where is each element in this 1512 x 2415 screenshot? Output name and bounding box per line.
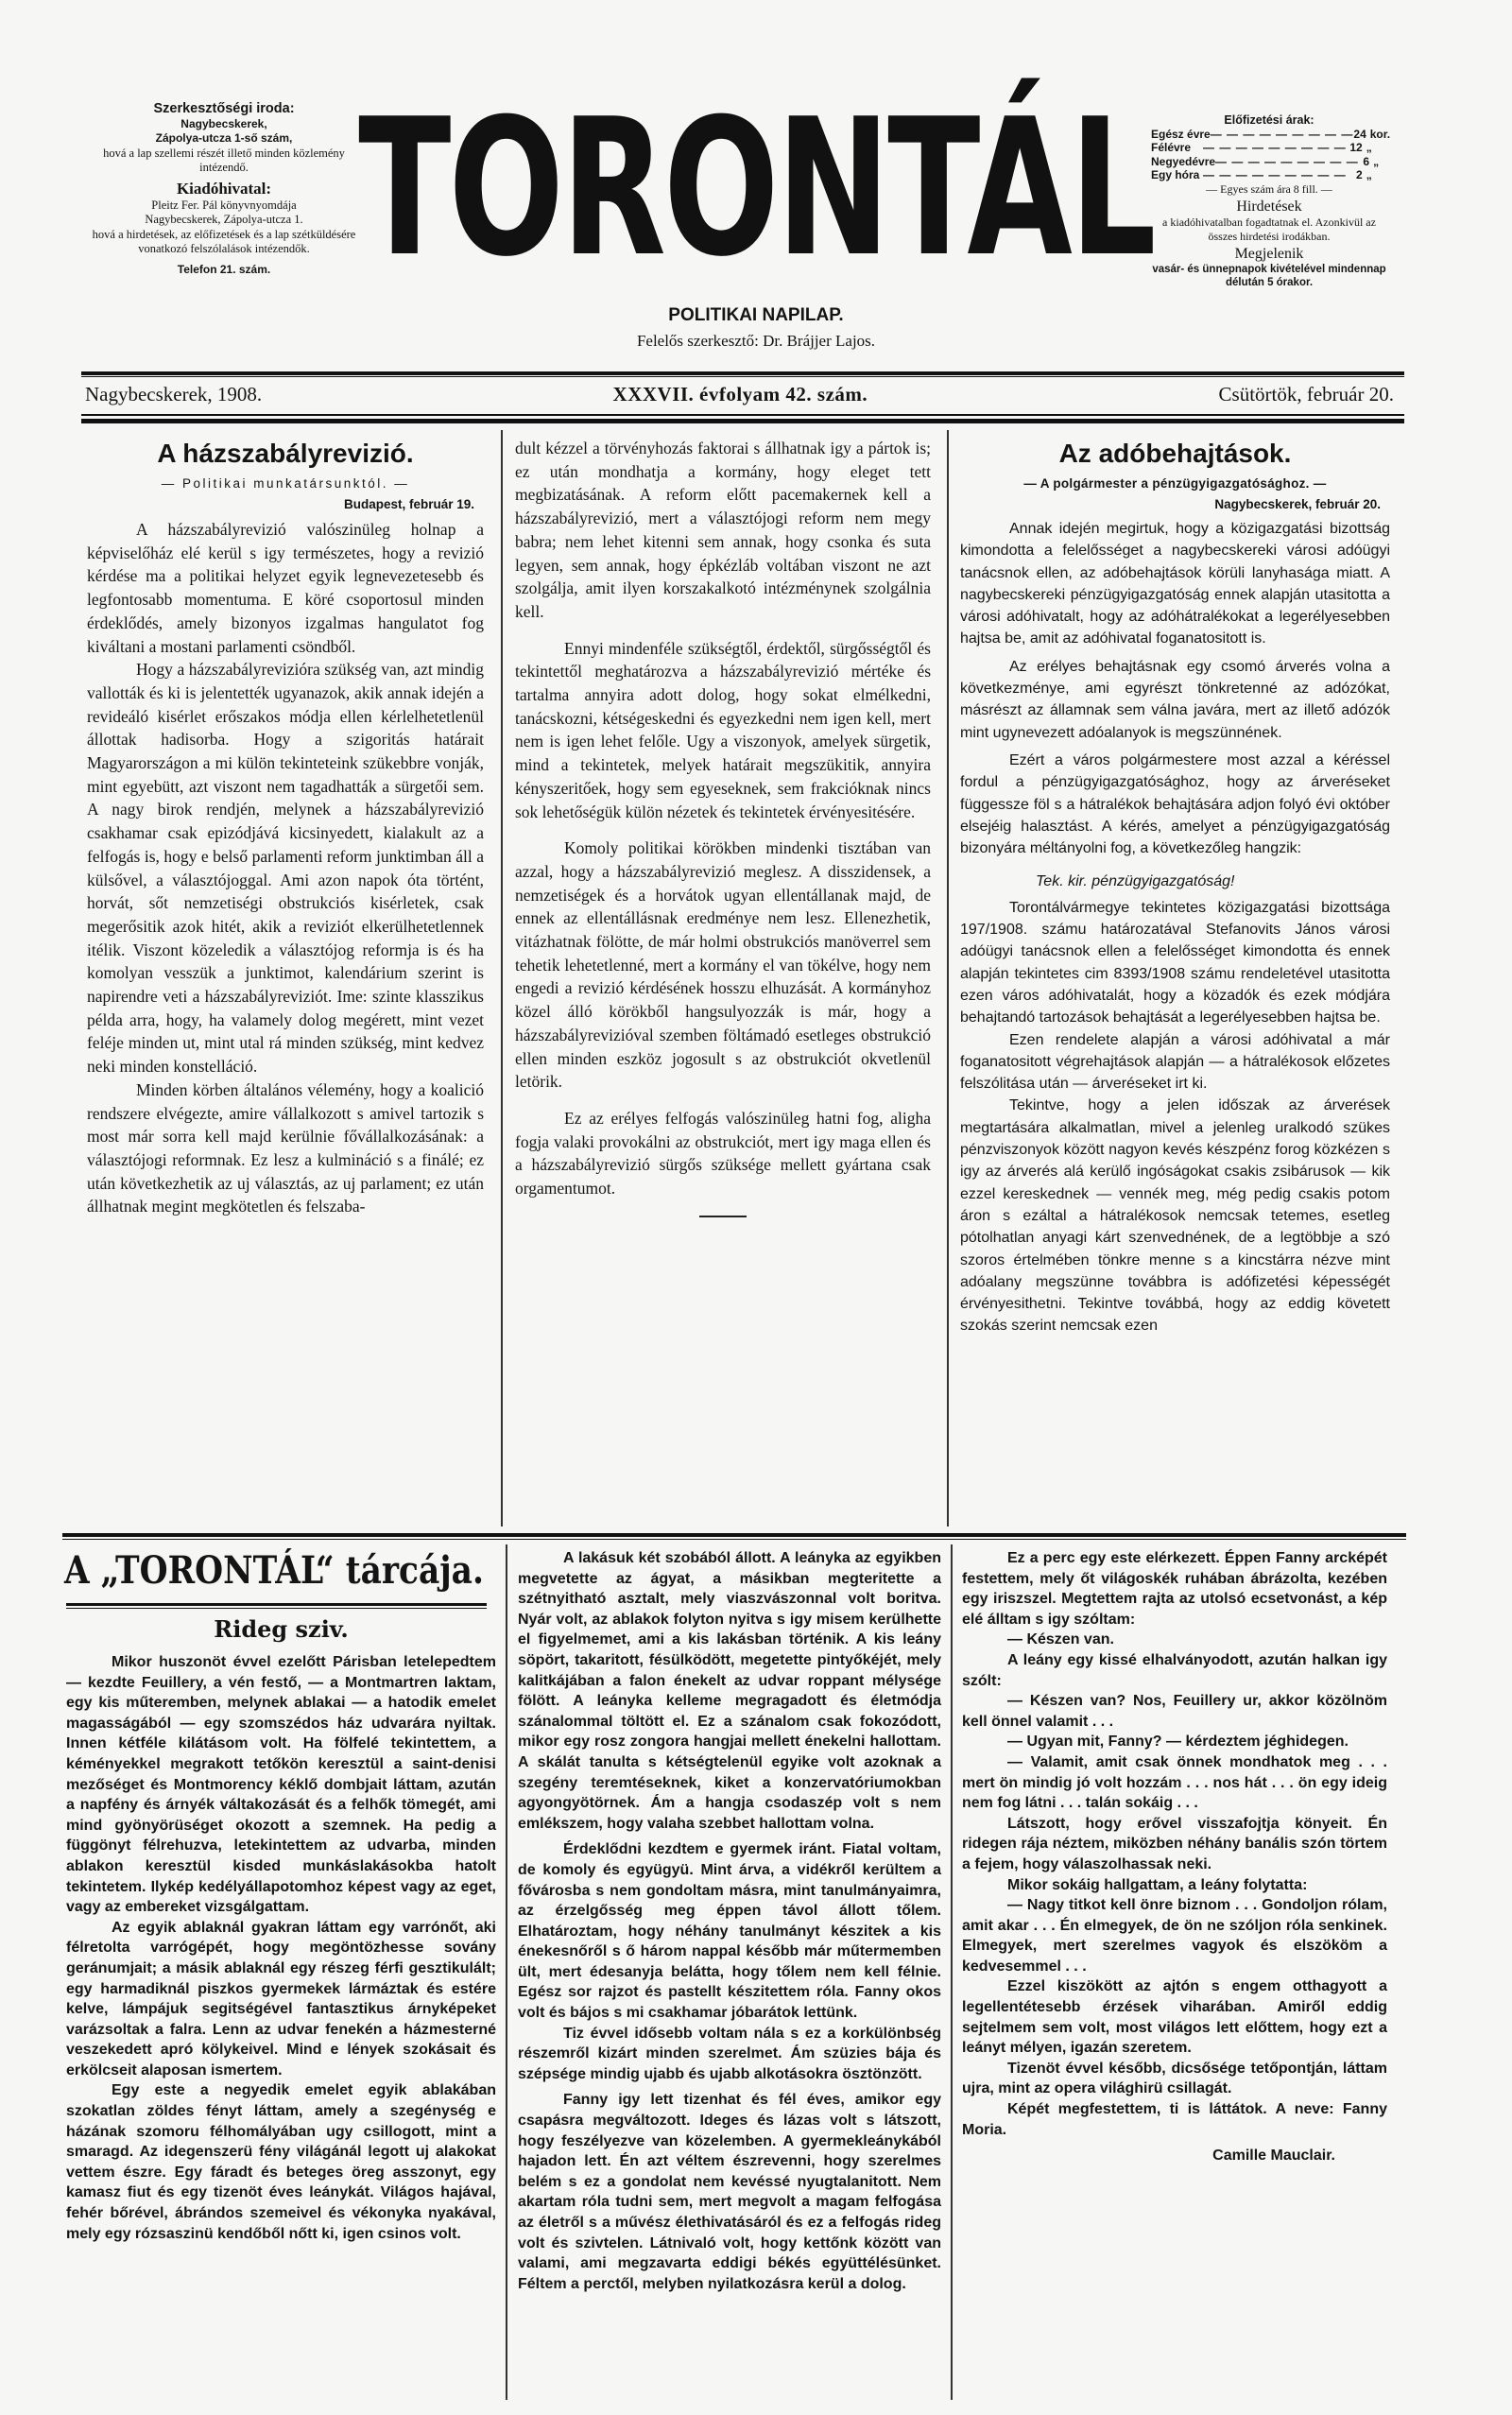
letter-paragraph: Tekintve, hogy a jelen időszak az árverések megtartására alkalmatlan, mivel a jelenleg uralkodó szükes pénzviszonyok között nagyon kevés készpénz forog közkézen s igy az árverés alá kerülő ingóságokat csakis zsibárusok — kik ezzel kereskednek — vennék meg, még pedig csakis potom áron s ezáltal a hátralékosok nemcsak tetemes, esetleg pótolhatlan anyagi kárt szenvednének, de a legtöbbje a szó szoros értelmében tönkre menne s a kincstárra nézve mint adóalany megszünne továbbra is adófizetési képességét érvényesithetni. Tekintve továbbá, hogy az eddig követett szokás szerint nemcsak ezen [960,1097,1390,1335]
price-leader: — — — — — — — — — [1215,154,1359,168]
dialogue-line: — Készen van? Nos, Feuillery ur, akkor közölnöm kell önnel valamit . . . [962,1693,1387,1730]
price-unit: „ [1373,154,1380,168]
dateline-rule-thick [81,419,1404,423]
masthead-rule [81,371,1404,375]
letter-paragraph: Torontálvármegye tekintetes közigazgatási bizottsága 197/1908. számu határozatával Stefanovits János városi adóügyi tanácsnok ellen a felelősséget kimondotta és ennek alapján tekintetes cim 8393/1908 számu rendeletével utasitotta ezen város adóhivatalát, hogy a közadók és ezek módjára behajtandó tartozások behajtását a legerélyesebben hajtsa be. [960,899,1390,1026]
publisher-line1: Pleitz Fer. Pál könyvnyomdája [151,198,297,212]
price-label: Egy hóra [1151,168,1200,181]
paragraph: Tizenöt évvel később, dicsősége tetőpontján, láttam ujra, mint az opera világhirü csillagát. [962,2060,1387,2097]
newspaper-logo-frame [358,78,1154,299]
paragraph: Érdeklődni kezdtem e gyermek iránt. Fiatal voltam, de komoly és együgyü. Mint árva, a vidékről kerültem a fővárosba s nem gondoltam másra, mint tanulmányaimra, az érzelgősség meg éppen távol állott tőlem. Elhatároztam, hogy néhány tanulmányt készitek a kis énekesnőről s ő három nappal később már műtermemben ült, mert édesanyja belátta, hogy tőlem nem kell félnie. Egész sor rajzot és pastellt készitettem róla. Fanny okos volt és bájos s mi csakhamar jóbarátok lettünk. [518,1841,941,2022]
price-unit: „ [1366,168,1372,181]
ads-note: a kiadóhivatalban fogadtatnak el. Azonkivül az összes hirdetési irodákban. [1162,216,1376,243]
paragraph: dult kézzel a törvényhozás faktorai s állhatnak igy a pártok is; ez után mondhatja a kormány, hogy eleget tett megbizatásának. A reform előtt pacemakernek kell a házszabályrevizió, mert a választójogi reform nem megy babra; nem lehet kitenni sem annak, hogy csonka és suta legyen, sem annak, hogy épkézláb voltában viszont ne azt szolgálja, amit ilyen korszakalkotó intézménynek szolgálnia kell. [515,439,931,621]
single-issue-price: — Egyes szám ára 8 fill. — [1206,181,1332,196]
paragraph: Látszott, hogy erővel visszafojtja könyeit. Én ridegen rája néztem, miközben néhány banális szón törtem a fejem, hogy válaszolhassak neki. [962,1815,1387,1872]
article-title: Az adóbehajtások. [1058,439,1292,468]
letter-paragraph: Ezen rendelete alapján a városi adóhivatal a már foganatositott végrehajtások alapján — a hátralékosok előzetes felszólitása után — árveréseket irt ki. [960,1031,1390,1093]
volume-issue: XXXVII. évfolyam 42. szám. [612,383,868,405]
masthead-center [358,78,1154,369]
article-house-rules-revision [87,437,484,1524]
paragraph: Minden körben általános vélemény, hogy a koalició rendszere elvégezte, amire vállalkozott s amivel tartozik s most már sorra kell majd kerülnie fővállalkozásának: a választójogi reformnak. Ez lesz a kulmináció s a finálé; ez után következhetik az uj választás, az uj parlament; ez után állhatnak megint megkötetlen és felszaba- [87,1079,484,1216]
price-row [1151,141,1387,155]
dateline-rule [81,414,1404,416]
article-byline: — Politikai munkatársunktól. — [161,476,410,491]
ads-heading: Hirdetések [1236,198,1302,215]
price-leader: — — — — — — — — — [1210,127,1354,141]
place-year: Nagybecskerek, 1908. [85,383,263,405]
price-value: 24 [1353,127,1366,141]
paragraph: Ez az erélyes felfogás valószinüleg hatni fog, aligha fogja valaki provokálni az obstrukciót, mert igy maga ellen és a házszabályrevizió sürgős szüksége mellett gyártana csak orgamentumot. [515,1108,931,1199]
editorial-address: Zápolya-utcza 1-ső szám, [155,131,293,145]
newspaper-logo: TORONTÁL [358,78,1154,299]
paragraph: Mikor huszonöt évvel ezelőtt Párisban letelepedtem — kezdte Feuillery, a vén festő, — a Montmartren laktam, egy kis műteremben, melynek ablakai — a hatodik emelet magasságából — egy szomszédos ház udvarára nyiltak. Innen kétféle kilátásom volt. Ha fölfelé tekintettem, a kéményekkel megrakott tetőkön keresztül a saint-denisi mezőséget és Montmorency kéklő dombjait láttam, azután a napfény és árnyék váltakozását és a felhők tömegét, ami mind gyönyörüséget okozott a szemnek. Ha pedig a függönyt félrehuzva, letekintettem az udvarba, minden ablakon keresztül kisded munkáslakásokba hatolt tekintetem. Ilykép kedélyállapotomhoz képest vagy az eget, vagy az embereket vizsgálgattam. [66,1654,496,1916]
price-value: 12 [1349,141,1363,154]
dialogue-line: — Nagy titkot kell önre biznom . . . Gondoljon rólam, amit akar . . . Én elmegyek, de ön ne szóljon róla senkinek. Elmegyek, mert szerelmes vagyok és elszököm a kedvesemmel . . . [962,1897,1387,1975]
article-dateline: Budapest, február 19. [343,497,474,511]
feuilleton-title-rule-thin [66,1608,487,1609]
paragraph: Ez a perc egy este elérkezett. Éppen Fanny arcképét festettem, mely őt világoskék ruhában ábrázolta, kezében egy iriszszel. Megtettem rajta az utolsó ecsetvonást, a kép elé álltam s igy szóltam: [962,1550,1387,1628]
section-rule [62,1533,1406,1537]
letter-salutation: Tek. kir. pénzügyigazgatóság! [1036,873,1235,890]
column-divider [501,430,503,1527]
newspaper-subtitle: POLITIKAI NAPILAP. [668,305,844,325]
day-date: Csütörtök, február 20. [1218,383,1394,405]
publisher-heading: Kiadóhivatal: [176,179,272,198]
paragraph: Ennyi mindenféle szükségtől, érdektől, sürgősségtől és tekintettől meghatározva a házszabályrevizió mértéke és tartalma annyira adott dolog, hogy sokat elmélkedni, tanácskozni, kétségeskedni és egyezkedni nem igen kell, mert nem is igen lehet felőle. Ugy a viszonyok, amelyek sürgetik, mind a tekintetek, melyek határait megszükitik, annyira kényszeritőek, hogy sem egyeseknek, sem frakcióknak nincs sok lehetőségük külön nézetek és tekintetek érvényesitésére. [515,638,931,821]
price-row [1151,168,1387,182]
paragraph: A leány egy kissé elhalványodott, azután halkan igy szólt: [962,1651,1387,1689]
paragraph: Tiz évvel idősebb voltam nála s ez a korkülönbség részemről kizárt minden szerelmet. Ám szüzies bája és szépsége mindig ujabb és ujabb alkotásokra ösztönzött. [518,2025,941,2082]
price-unit: „ [1366,141,1372,154]
column-divider [506,1544,507,2400]
section-rule-thin [62,1539,1406,1540]
subscription-box [1151,113,1391,289]
appears-note: vasár- és ünnepnapok kivételével mindennap délután 5 órakor. [1152,264,1386,288]
feuilleton-column-1 [66,1652,496,2399]
price-row [1151,127,1391,142]
price-label: Negyedévre [1151,154,1216,168]
telephone: Telefon 21. szám. [177,262,271,276]
dialogue-line: — Ugyan mit, Fanny? — kérdeztem jéghidegen. [1007,1734,1349,1751]
price-list [1151,127,1391,182]
dialogue-line: — Valamit, amit csak önnek mondhatok meg . . . mert ön mindig jó volt hozzám . . . nos hát . . . ön egy ideig nem fog látni . . . talán sokáig . . . [962,1753,1387,1812]
author-signature: Camille Mauclair. [1212,2148,1335,2165]
paragraph: Fanny igy lett tizenhat és fél éves, amikor egy csapásra megváltozott. Ideges és lázas volt s látszott, hogy feszélyezve van közelemben. A gyermekleánykából hajadon lett. Én azt véltem észrevenni, hogy szerelmes belém s ez a gondolat nem kevéssé nyugtalanitott. Nem akartam róla tudni sem, mert megvolt a magam felfogása az életről s a művész élethivatásáról és ez a felfogás rideg volt és szivtelen. Látnivaló volt, hogy kettőnk között van valami, ami megzavarta eddigi békés együttélésünket. Féltem a perctől, melyben nyilatkozásra kerül a dolog. [518,2092,941,2292]
article-dateline: Nagybecskerek, február 20. [1214,497,1381,511]
article-tax-collection [960,437,1390,1524]
feuilleton-column-2 [518,1548,941,2399]
paragraph: Az erélyes behajtásnak egy csomó árverés volna a következménye, ami egyrészt tönkretenné az adózókat, másrészt az államnak sem válna javára, mert az illető adózók mint ugynevezett adóalanyok is megszünnének. [960,658,1390,741]
article-house-rules-revision-cont [515,437,931,1524]
feuilleton-section-title-text: A „TORONTÁL“ tárcája. [64,1548,484,1593]
column-divider [951,1544,953,2400]
paragraph: Egy este a negyedik emelet egyik ablakában szokatlan zöldes fényt láttam, amely a szegénység e házának szomoru félhomályában ugy csillogott, mint a smaragd. Az idegenszerü fény világánál legott uj alakokat vettem észre. Egy fáradt és beteges öreg asszonyt, egy kamasz fiut és egy tizenöt éves leánykát. Világos hajával, fehér bőrével, ábrándos szemeivel és vékonyka nyakával, mely egy rózsaszinü kendőből nőtt ki, igen csinos volt. [66,2082,496,2242]
article-title: A házszabályrevizió. [157,439,414,468]
price-leader: — — — — — — — — — [1203,168,1347,181]
editorial-note: hová a lap szellemi részét illető minden közlemény intézendő. [103,146,345,174]
article-byline: — A polgármester a pénzügyigazgatósághoz. — [1023,476,1327,491]
article-end-rule [699,1216,747,1217]
appears-heading: Megjelenik [1234,246,1304,262]
paragraph: Mikor sokáig hallgattam, a leány folytatta: [1007,1876,1308,1893]
feuilleton-column-3 [962,1548,1387,2399]
paragraph: A házszabályrevizió valószinüleg holnap a képviselőház elé kerül s igy természetes, hogy a revizió kérdése ma a politikai helyzet egyik legnevezetesebb és legfontosabb momentuma. E köré csoportosul minden érdeklődés, amely bizonyos izgalmas hangulatot fog kiváltani a mostani parlamenti csöndből. [87,520,484,656]
price-value: 6 [1363,154,1370,168]
paragraph: Képét megfestettem, ti is láttátok. A neve: Fanny Moria. [962,2101,1387,2138]
paragraph: A lakásuk két szobából állott. A leányka az egyikben megvetette az ágyat, a másikban megteritette a szétnyitható asztalt, mely viaszvászonnal volt boritva. Nyár volt, az ablakok folyton nyitva s igy misem kerülhette el figyelmemet, ami a kis lakásban történik. A kis leány söpört, takaritott, fésülködött, megetette pintyőkéjét, mely kalitkájában a falon énekelt az udvar roppant mélysége fölött. A leányka kelleme megragadott és életmódja szánalommal töltött el. Ez a szánalom csak fokozódott, mikor egy rosz zongora hangjai mellett énekelni hallottam. A skálát tanulta s kétségtelenül egyike volt azoknak a szegény teremtéseknek, kiket a konzervatóriumokban agyongyötörnek. Ám a hangja csodaszép volt s nem emlékszem, hogy valaha szebbet hallottam volna. [518,1550,941,1832]
dateline [85,381,1394,407]
feuilleton-section-title [64,1546,494,1599]
price-unit: kor. [1369,127,1391,141]
price-value: 2 [1356,168,1363,181]
paragraph: Hogy a házszabályrevizióra szükség van, azt mindig vallották és ki is jelentették ugyanazok, akik annak idején a revideáló kisérlet erőszakos módja ellen kérlelhetetlenül állottak hadisorba. Hogy a szigoritás határait Magyarországon a mi külön tekinteteink szükebbre vonják, mint egyebütt, azt viszont nem tagadhatták a sürgetői sem. A nagy birok rendjén, melynek a házszabályrevizió csakhamar csak epizódjává kicsinyedett, kialakult az a felfogás is, hogy e belső parlamenti reform junktimban áll a külsővel, a választójoggal. Ami azon napok óta történt, horvát, sőt nemzetiségi obstrukciós kisérletek, csak megerősitik azok hitét, akik a reviziót elkerülhetetlennek itélik. Viszont közeledik a választójog reformja is és ha komolyan vesszük a junktimot, kalendárium szerint is napirendre veti a házszabályreviziót. Ime: szinte klasszikus példa arra, hogy, ha valamely dolog megérett, mint vezet feléje minden ut, mint utal rá minden szükség, mint kedvez neki minden konstelláció. [87,660,484,1077]
feuilleton-title-rule [66,1603,487,1606]
subscription-heading: Előfizetési árak: [1224,113,1314,127]
price-row [1151,155,1387,169]
price-label: Egész évre [1151,127,1211,141]
editorial-city: Nagybecskerek, [180,116,267,130]
dialogue-line: — Készen van. [1007,1631,1114,1648]
publisher-line2: Nagybecskerek, Zápolya-utcza 1. [145,213,303,226]
responsible-editor: Felelős szerkesztő: Dr. Brájjer Lajos. [636,332,876,350]
editorial-office-box [87,102,361,277]
paragraph: Komoly politikai körökben mindenki tisztában van azzal, hogy a házszabályrevizió meglesz. A disszidensek, a nemzetiségek és a horvátok ugyan ellentállanak majd, de ennek az ellentállásnak eredménye nem lesz. Ellenezhetik, vitázhatnak fölötte, de már holmi obstrukciós manöverrel sem tehetik lehetetlenné, mert a kormány el van tökélve, hogy nem engedi a revizió kérdésének hosszu elhuzását. A kormányhoz közel álló körökből hangsulyozzák is már, hogy a házszabályrevizióval szemben föltámadó esetleges obstrukció ellen minden eszköz jogosult s az obstrukciót okvetlenül letörik. [515,838,931,1092]
paragraph: Az egyik ablaknál gyakran láttam egy varrónőt, aki félretolta varrógépét, hogy megöntözhesse sovány geránumjait; a másik ablaknál egy részeg férfi gesztikulált; egy harmadiknál piszkos gyermekek lármáztak és estére kelve, lámpájuk segitségével fantasztikus árnyképeket varázsoltak a falra. Lenn az udvar fenekén a házmesterné veszekedett apró kölykeivel. Mind e lények szokásait és erkölcseit alaposan ismertem. [66,1919,496,2079]
paragraph: Annak idején megirtuk, hogy a közigazgatási bizottság kimondotta a felelősséget a nagybecskereki városi adóügyi tanácsnok ellen, az adóbehajtások körüli lanyhasága miatt. A nagybecskereki pénzügyigazgatóság ennek alapján utasitotta a városi adóhivatalt, hogy az adóhátralékokat a legerélyesebben hajtsa be, amit az adóhivatal foganatositott is. [960,521,1390,647]
editorial-office-heading: Szerkesztőségi iroda: [153,101,295,116]
price-leader: — — — — — — — — — [1203,141,1347,154]
publisher-note: hová a hirdetések, az előfizetések és a lap szétküldésére vonatkozó felszólalások intézendők. [92,227,356,255]
story-title: Rideg sziv. [214,1615,349,1643]
paragraph: Ezért a város polgármestere most azzal a kéréssel fordul a pénzügyigazgatósághoz, hogy az árveréseket függessze föl s a hátralékok behajtására adjon folyó évi október elsejéig halasztást. A kérés, amelyet a pénzügyigazgatóság bizonyára méltányolni fog, a következőleg hangzik: [960,751,1390,857]
masthead-rule-thin [81,376,1404,377]
price-label: Félévre [1151,141,1192,154]
paragraph: Ezzel kiszökött az ajtón s engem otthagyott a legellentétesebb érzések viharában. Amiről eddig sejtelmem sem volt, most világos lett előttem, hogy ezt a leányt mélyen, igazán szeretem. [962,1978,1387,2057]
column-divider [947,430,949,1527]
